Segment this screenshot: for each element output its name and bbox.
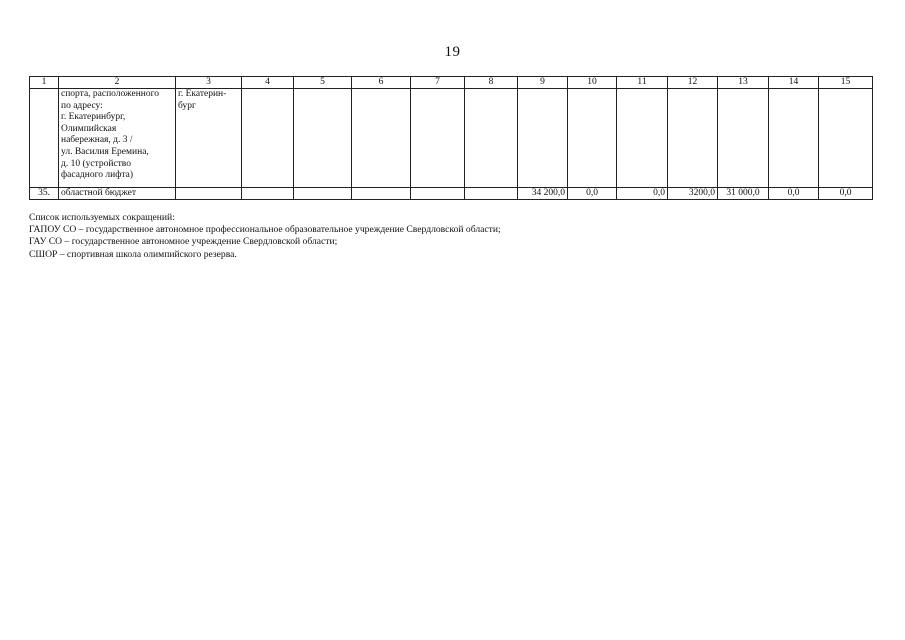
table-cell [242,89,294,188]
table-cell [518,89,568,188]
header-cell: 11 [617,77,668,89]
abbreviation-item: ГАУ СО – государственное автономное учреждение Свердловской области; [29,236,338,248]
table-cell [352,188,411,200]
header-cell: 3 [176,77,242,89]
header-cell: 14 [769,77,819,89]
header-cell: 5 [294,77,352,89]
object-description-cell: спорта, расположенного по адресу: г. Екатеринбург, Олимпийская набережная, д. 3 / ул. Василия Еремина, д. 10 (устройство фасадного лифта) [59,89,176,188]
header-cell: 13 [718,77,769,89]
value-cell: 0,0 [568,188,617,200]
header-cell: 4 [242,77,294,89]
header-cell: 12 [668,77,718,89]
table-cell [294,89,352,188]
table-cell [30,89,59,188]
table-cell [465,89,518,188]
abbreviation-item: ГАПОУ СО – государственное автономное профессиональное образовательное учреждение Свердловской области; [29,224,501,236]
table-cell [411,89,465,188]
header-cell: 6 [352,77,411,89]
table-row [30,89,873,188]
value-cell: 31 000,0 [718,188,769,200]
table-header-row [30,77,873,89]
table-cell [617,89,668,188]
table-cell [242,188,294,200]
abbreviations-title: Список используемых сокращений: [29,212,175,223]
table-row [30,188,873,200]
value-cell: 34 200,0 [518,188,568,200]
row-index-cell: 35. [30,188,59,200]
header-cell: 10 [568,77,617,89]
header-cell: 15 [819,77,873,89]
header-cell: 7 [411,77,465,89]
value-cell: 3200,0 [668,188,718,200]
header-cell: 9 [518,77,568,89]
row-label-cell: областной бюджет [59,188,176,200]
value-cell: 0,0 [769,188,819,200]
header-cell: 1 [30,77,59,89]
table-cell [568,89,617,188]
table-cell [718,89,769,188]
table-cell [668,89,718,188]
table-cell [769,89,819,188]
table-cell [465,188,518,200]
value-cell: 0,0 [819,188,873,200]
location-cell: г. Екатерин- бург [176,89,242,188]
table-cell [352,89,411,188]
table-cell [411,188,465,200]
header-cell: 8 [465,77,518,89]
header-cell: 2 [59,77,176,89]
table-cell [819,89,873,188]
value-cell: 0,0 [617,188,668,200]
table-cell [294,188,352,200]
abbreviation-item: СШОР – спортивная школа олимпийского резерва. [29,248,237,260]
abbreviations-list [29,212,501,261]
table-cell [176,188,242,200]
budget-table [29,76,873,200]
page-number: 19 [444,44,461,60]
